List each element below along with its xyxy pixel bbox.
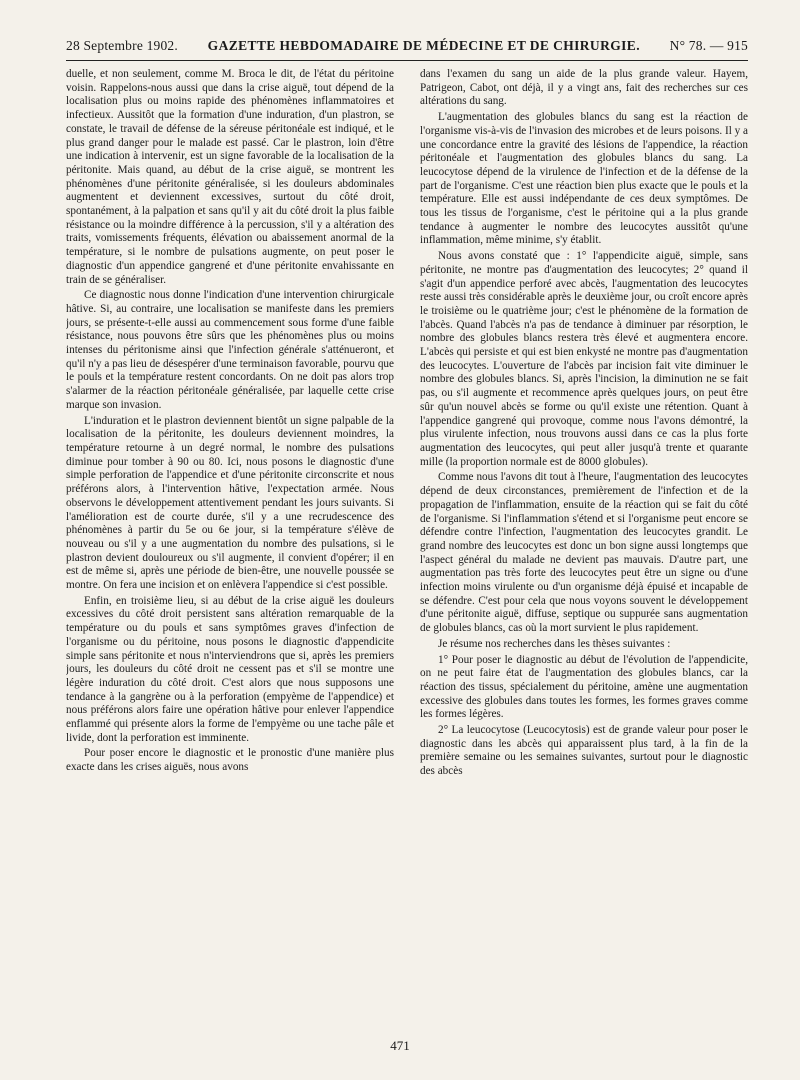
issue-page-number: N° 78. — 915 [669, 38, 748, 53]
paragraph: duelle, et non seulement, comme M. Broca le dit, de l'état du péritoine voisin. Rappelons-nous aussi que dans la crise aiguë, tout dépend de la localisation plus ou moins rapide des phénomènes inflammatoires et infectieux. Aussitôt que la formation d'une induration, d'un plastron, se constate, le travail de défense de la séreuse péritonéale est indiqué, et le plus grand danger pour le malade est passé. Car le plastron, loin d'être une indication à intervenir, est un signe favorable de la localisation de la péritonite. Mais quand, au début de la crise aiguë, se montrent les phénomènes d'une péritonite généralisée, si les douleurs abdominales augmentent et deviennent excessives, surtout du côté droit, spontanément, à la palpation et sans qu'il y ait du côté droit la plus faible résistance ou la moindre différence à la percussion, s'il y a altération des traits, vomissements fréquents, élévation ou abaissement anormal de la température, si le nombre de pulsations augmente, on peut poser le diagnostic d'un appendice gangrené et d'une péritonite envahissante en train de se généraliser. [66, 68, 394, 286]
paragraph: dans l'examen du sang un aide de la plus grande valeur. Hayem, Patrigeon, Cabot, ont déjà, il y a vingt ans, fait des recherches sur ces altérations du sang. [420, 68, 748, 108]
page-folio: 471 [390, 1038, 410, 1053]
running-header [66, 38, 748, 60]
right-column [420, 68, 748, 1028]
header-rule [66, 60, 748, 61]
left-column [66, 68, 394, 1028]
paragraph: Ce diagnostic nous donne l'indication d'une intervention chirurgicale hâtive. Si, au contraire, une localisation se manifeste dans les premiers jours, se présente-t-elle aussi au commencement sous forme d'une faible résistance, nous pouvons être sûrs que les phénomènes plus ou moins intenses du péritonisme ainsi que l'infection générale s'atténueront, et qu'il n'y a pas lieu de désespérer d'une terminaison favorable, pourvu que le pouls et la température restent concordants. On ne doit pas alors trop s'alarmer de la réaction péritonéale généralisée, par laquelle cette crise marque son invasion. [66, 289, 394, 411]
numbered-thesis: 1° Pour poser le diagnostic au début de l'évolution de l'appendicite, on ne peut faire état de l'augmentation des globules blancs, car la réaction des tissus, spécialement du péritoine, amène une augmentation excessive des globules dans toutes les formes, les formes graves comme les formes légères. [420, 653, 748, 721]
paragraph: Je résume nos recherches dans les thèses suivantes : [438, 637, 671, 650]
paragraph: L'induration et le plastron deviennent bientôt un signe palpable de la localisation de la péritonite, les douleurs deviennent moindres, la température retourne à un degré normal, le nombre des pulsations diminue pour tomber à 90 ou 80. Ici, nous posons le diagnostic d'une simple perforation de l'appendice et d'une péritonite circonscrite et nous préférons alors, à l'intervention hâtive, l'expectation armée. Nous observons le développement attentivement pendant les jours suivants. Si l'amélioration est de courte durée, s'il y a une recrudescence des phénomènes à partir du 5e ou 6e jour, si la température s'élève de nouveau ou s'il y a une augmentation du nombre des pulsations, si le plastron devient douloureux ou s'il augmente, il convient d'opérer; il en est de même si, après une période de bien-être, une nouvelle poussée se montre. On fera une incision et on enlèvera l'appendice si c'est possible. [66, 414, 394, 592]
paragraph: L'augmentation des globules blancs du sang est la réaction de l'organisme vis-à-vis de l'invasion des microbes et de leurs poisons. Il y a une concordance entre la gravité des lésions de l'appendice, la réaction péritonéale et l'augmentation des globules blancs du sang. La leucocytose dépend de la virulence de l'infection et de la défense de la part de l'organisme. C'est une réaction bien plus exacte que le pouls et la température. Elle est aussi indépendante de ces deux symptômes. De tous les tissus de l'organisme, c'est le péritoine qui a la plus grande tendance à augmenter le nombre des leucocytes aussitôt qu'une inflammation, même minime, s'y établit. [420, 111, 748, 247]
paragraph: Enfin, en troisième lieu, si au début de la crise aiguë les douleurs excessives du côté droit persistent sans altération remarquable de la température ou du pouls et sans symptômes graves d'infection de l'organisme ou du péritoine, nous posons le diagnostic d'appendicite simple sans péritonite et nous n'interviendrons que si, après les premiers jours, les douleurs du côté droit ne cessent pas et s'il se montre une légère induration du côté droit. C'est alors que nous supposons une tendance à la gangrène ou à la perforation (empyème de l'appendice) et nous préférons alors faire une opération hâtive pour enlever l'appendice enflammé qui présente alors la forme de l'empyème ou une tache pâle et livide, dont la perforation est imminente. [66, 594, 394, 744]
text-columns [66, 68, 748, 1028]
numbered-thesis: 2° La leucocytose (Leucocytosis) est de grande valeur pour poser le diagnostic dans les abcès qui apparaissent plus tard, à la fin de la première semaine ou les semaines suivantes, surtout pour le diagnostic des abcès [420, 724, 748, 778]
paragraph: Comme nous l'avons dit tout à l'heure, l'augmentation des leucocytes dépend de deux circonstances, premièrement de l'infection et de la propagation de l'inflammation, ensuite de la réaction qui se fait du côté de l'organisme. Si l'inflammation s'étend et si l'organisme peut encore se défendre contre l'infection, l'augmentation des leucocytes grandit. Le grand nombre des leucocytes est donc un bon signe aussi longtemps que l'aspect général du malade ne devient pas mauvais. D'autre part, une augmentation pas très forte des leucocytes peut être un signe ou d'une infection moins virulente ou d'un organisme déjà épuisé et incapable de se défendre. C'est pour cela que nous voyons souvent le développement d'une péritonite aiguë, diffuse, septique ou suppurée sans augmentation de globules blancs, cas où la mort survient le plus rapidement. [420, 471, 748, 635]
paragraph: Pour poser encore le diagnostic et le pronostic d'une manière plus exacte dans les crises aiguës, nous avons [66, 747, 394, 774]
header-date: 28 Septembre 1902. [66, 38, 178, 53]
paragraph: Nous avons constaté que : 1° l'appendicite aiguë, simple, sans péritonite, ne montre pas d'augmentation des leucocytes; 2° quand il s'agit d'un appendice perforé avec abcès, l'augmentation des leucocytes reste aussi très considérable après le deuxième jour, ou croît encore après le troisième ou le quatrième jour; c'est le phénomène de la formation de l'abcès. Quand l'abcès n'a pas de tendance à diminuer par résorption, le nombre des globules blancs restera très élevé et augmentera encore. L'abcès qui persiste et qui est bien enkysté ne montre pas d'augmentation des leucocytes. L'ouverture de l'abcès par incision fait vite diminuer le nombre des globules blancs. Si, après l'incision, la diminution ne se fait pas, ou s'il augmente et recommence après quelques jours, on peut être sûr qu'un nouvel abcès se forme ou qu'il existe une rétention. Quant à l'appendice gangrené qui provoque, comme nous l'avons démontré, la plus virulente infection, nous trouvons aussi dans ce cas la plus forte augmentation des leucocytes, qui peut aller jusqu'à trente et quarante mille (la proportion normale est de 8000 globules). [420, 250, 748, 468]
journal-title: GAZETTE HEBDOMADAIRE DE MÉDECINE ET DE CHIRURGIE. [207, 38, 640, 53]
